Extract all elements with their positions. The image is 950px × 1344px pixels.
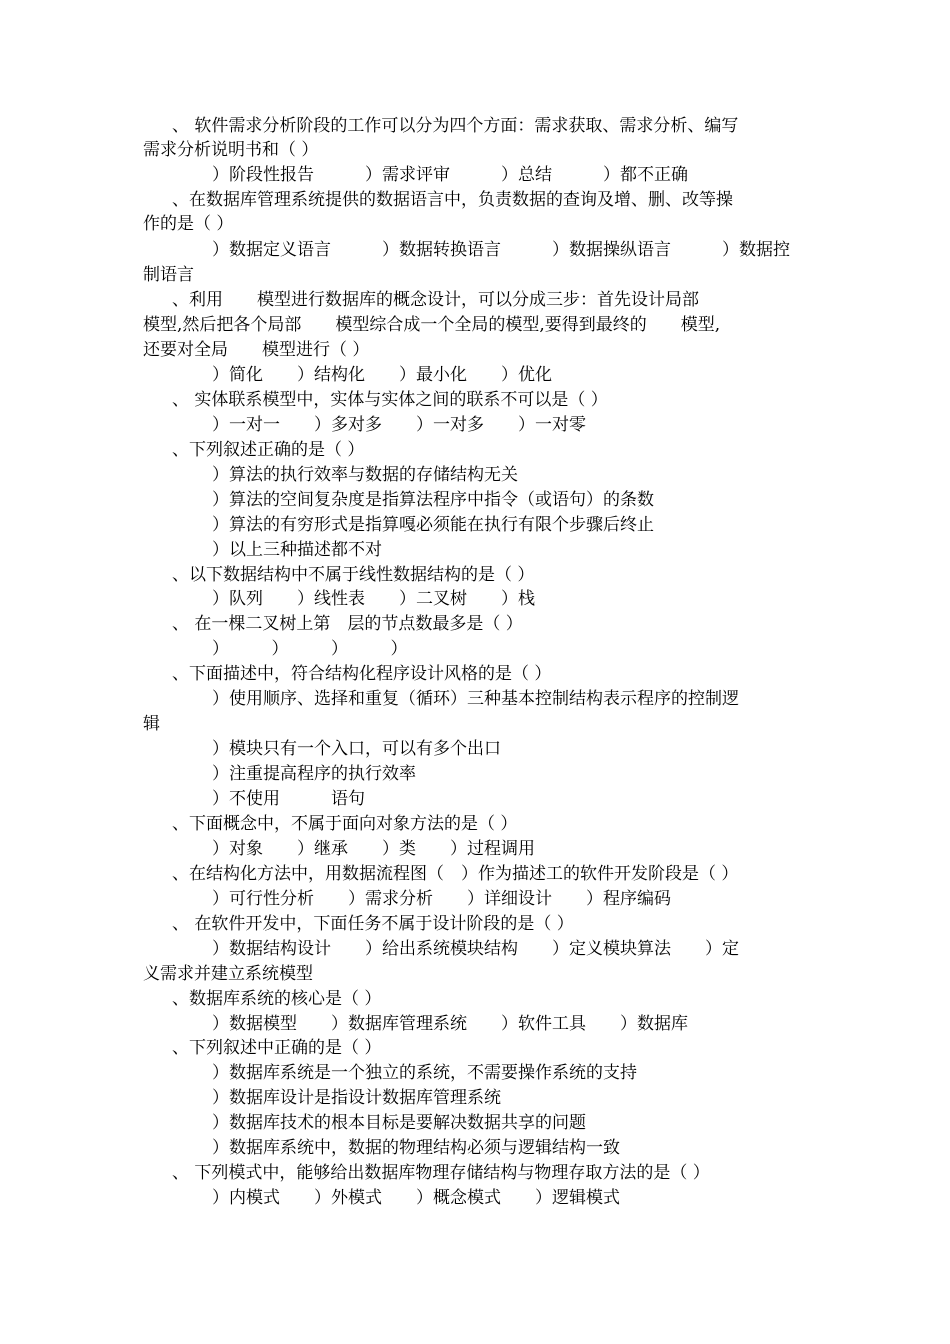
question-1: 、 软件需求分析阶段的工作可以分为四个方面：需求获取、需求分析、编写 — [172, 116, 739, 136]
question-3-cont-2: 还要对全局 模型进行（ ） — [143, 340, 370, 360]
question-13-option-a: ）数据库系统是一个独立的系统，不需要操作系统的支持 — [212, 1063, 637, 1083]
question-8-option-c: ）注重提高程序的执行效率 — [212, 764, 416, 784]
question-2-options-cont: 制语言 — [143, 265, 194, 285]
question-14-options: ）内模式 ）外模式 ）概念模式 ）逻辑模式 — [212, 1188, 620, 1208]
question-13: 、下列叙述中正确的是（ ） — [172, 1038, 382, 1058]
question-3-cont: 模型,然后把各个局部 模型综合成一个全局的模型,要得到最终的 模型, — [143, 315, 721, 335]
question-8-option-b: ）模块只有一个入口，可以有多个出口 — [212, 739, 501, 759]
question-13-option-b: ）数据库设计是指设计数据库管理系统 — [212, 1088, 501, 1108]
question-1-cont: 需求分析说明书和（ ） — [143, 140, 319, 160]
question-11-options-cont: 义需求并建立系统模型 — [143, 964, 313, 984]
question-8-option-a-cont: 辑 — [143, 714, 160, 734]
question-7-options: ） ） ） ） — [212, 639, 408, 659]
question-12: 、数据库系统的核心是（ ） — [172, 989, 382, 1009]
question-4: 、 实体联系模型中，实体与实体之间的联系不可以是（ ） — [172, 390, 608, 410]
question-2: 、在数据库管理系统提供的数据语言中，负责数据的查询及增、删、改等操 — [172, 190, 733, 210]
question-2-cont: 作的是（ ） — [143, 214, 234, 234]
question-13-option-d: ）数据库系统中，数据的物理结构必须与逻辑结构一致 — [212, 1138, 620, 1158]
question-11: 、 在软件开发中，下面任务不属于设计阶段的是（ ） — [172, 914, 574, 934]
question-13-option-c: ）数据库技术的根本目标是要解决数据共享的问题 — [212, 1113, 586, 1133]
question-12-options: ）数据模型 ）数据库管理系统 ）软件工具 ）数据库 — [212, 1014, 688, 1034]
question-10: 、在结构化方法中，用数据流程图（ ）作为描述工的软件开发阶段是（ ） — [172, 864, 739, 884]
question-9: 、下面概念中，不属于面向对象方法的是（ ） — [172, 814, 518, 834]
question-11-options: ）数据结构设计 ）给出系统模块结构 ）定义模块算法 ）定 — [212, 939, 739, 959]
question-3-options: ）简化 ）结构化 ）最小化 ）优化 — [212, 365, 552, 385]
question-2-options: ）数据定义语言 ）数据转换语言 ）数据操纵语言 ）数据控 — [212, 240, 790, 260]
question-8-option-d: ）不使用 语句 — [212, 789, 365, 809]
question-5-option-c: ）算法的有穷形式是指算嘎必须能在执行有限个步骤后终止 — [212, 515, 654, 535]
question-5-option-a: ）算法的执行效率与数据的存储结构无关 — [212, 465, 518, 485]
question-5: 、下列叙述正确的是（ ） — [172, 440, 365, 460]
question-9-options: ）对象 ）继承 ）类 ）过程调用 — [212, 839, 535, 859]
question-14: 、 下列模式中，能够给出数据库物理存储结构与物理存取方法的是（ ） — [172, 1163, 710, 1183]
question-4-options: ）一对一 ）多对多 ）一对多 ）一对零 — [212, 415, 586, 435]
question-8: 、下面描述中，符合结构化程序设计风格的是（ ） — [172, 664, 552, 684]
question-3: 、利用 模型进行数据库的概念设计，可以分成三步：首先设计局部 — [172, 290, 699, 310]
question-6-options: ）队列 ）线性表 ）二叉树 ）栈 — [212, 589, 535, 609]
question-7: 、 在一棵二叉树上第 层的节点数最多是（ ） — [172, 614, 523, 634]
question-6: 、以下数据结构中不属于线性数据结构的是（ ） — [172, 565, 535, 585]
question-8-option-a: ）使用顺序、选择和重复（循环）三种基本控制结构表示程序的控制逻 — [212, 689, 739, 709]
question-1-options: ）阶段性报告 ）需求评审 ）总结 ）都不正确 — [212, 165, 688, 185]
question-10-options: ）可行性分析 ）需求分析 ）详细设计 ）程序编码 — [212, 889, 671, 909]
question-5-option-d: ）以上三种描述都不对 — [212, 540, 382, 560]
question-5-option-b: ）算法的空间复杂度是指算法程序中指令（或语句）的条数 — [212, 490, 654, 510]
